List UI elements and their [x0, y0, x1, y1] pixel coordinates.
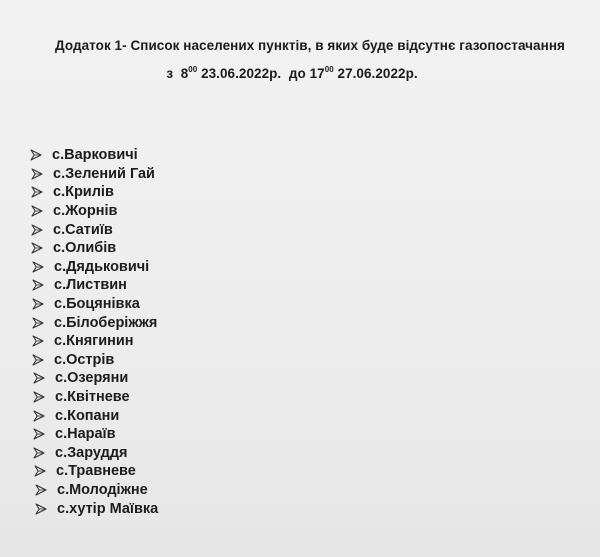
arrow-bullet-icon	[32, 354, 44, 366]
arrow-bullet-icon	[32, 317, 44, 329]
arrow-bullet-icon	[32, 335, 44, 347]
arrow-bullet-icon	[34, 465, 46, 477]
period-to: до	[288, 66, 306, 81]
list-item	[33, 369, 158, 388]
settlement-name: с.Нараїв	[55, 426, 116, 443]
settlement-list	[30, 146, 158, 518]
arrow-bullet-icon	[31, 224, 43, 236]
settlement-name: с.Зелений Гай	[53, 165, 155, 182]
list-item	[30, 146, 158, 165]
list-item	[33, 444, 158, 463]
arrow-bullet-icon	[32, 298, 44, 310]
arrow-bullet-icon	[33, 447, 45, 459]
settlement-name: с.Заруддя	[55, 444, 128, 461]
settlement-name: с.Сатиїв	[53, 221, 113, 238]
arrow-bullet-icon	[30, 149, 42, 161]
settlement-name: с.Травневе	[56, 463, 136, 480]
settlement-name: с.Озеряни	[55, 370, 129, 387]
list-item	[32, 332, 158, 351]
arrow-bullet-icon	[33, 428, 45, 440]
start-hour: 8	[180, 66, 189, 81]
arrow-bullet-icon	[35, 503, 47, 515]
list-item	[33, 425, 158, 444]
start-minutes: 00	[188, 65, 198, 74]
settlement-name: с.Крилів	[53, 184, 114, 201]
list-item	[33, 406, 158, 425]
end-hour: 17	[309, 66, 325, 81]
arrow-bullet-icon	[35, 484, 47, 496]
arrow-bullet-icon	[31, 168, 43, 180]
outage-period	[0, 66, 592, 81]
end-date: 27.06.2022р.	[337, 66, 418, 81]
list-item	[32, 258, 158, 277]
settlement-name: с.хутір Маївка	[57, 500, 159, 517]
start-date: 23.06.2022р.	[201, 66, 282, 81]
document-title: Додаток 1- Список населених пунктів, в яких буде відсутнє газопостачання	[55, 38, 565, 53]
end-minutes: 00	[324, 65, 334, 74]
settlement-name: с.Копани	[55, 407, 120, 424]
list-item	[32, 295, 158, 314]
list-item	[35, 499, 158, 518]
settlement-name: с.Жорнів	[53, 203, 118, 220]
settlement-name: с.Листвин	[54, 277, 127, 294]
list-item	[31, 165, 158, 184]
settlement-name: с.Молодіжне	[57, 481, 148, 498]
settlement-name: с.Боцянівка	[54, 296, 140, 313]
list-item	[32, 276, 158, 295]
settlement-name: с.Княгинин	[54, 333, 134, 350]
settlement-name: с.Білоберіжжя	[54, 314, 158, 331]
settlement-name: с.Дядьковичі	[54, 258, 150, 275]
list-item	[34, 462, 158, 481]
settlement-name: с.Квітневе	[55, 389, 130, 406]
list-item	[31, 202, 158, 221]
arrow-bullet-icon	[32, 279, 44, 291]
list-item	[31, 239, 158, 258]
list-item	[31, 183, 158, 202]
arrow-bullet-icon	[32, 261, 44, 273]
arrow-bullet-icon	[31, 205, 43, 217]
settlement-name: с.Олибів	[53, 240, 117, 257]
settlement-name: с.Варковичі	[52, 147, 138, 164]
list-item	[32, 351, 158, 370]
arrow-bullet-icon	[31, 242, 43, 254]
settlement-name: с.Острів	[54, 351, 115, 368]
arrow-bullet-icon	[33, 372, 45, 384]
list-item	[32, 313, 158, 332]
arrow-bullet-icon	[33, 391, 45, 403]
list-item	[35, 481, 158, 500]
arrow-bullet-icon	[31, 186, 43, 198]
list-item	[33, 388, 158, 407]
arrow-bullet-icon	[33, 410, 45, 422]
list-item	[31, 220, 158, 239]
period-prefix: з	[166, 66, 174, 81]
